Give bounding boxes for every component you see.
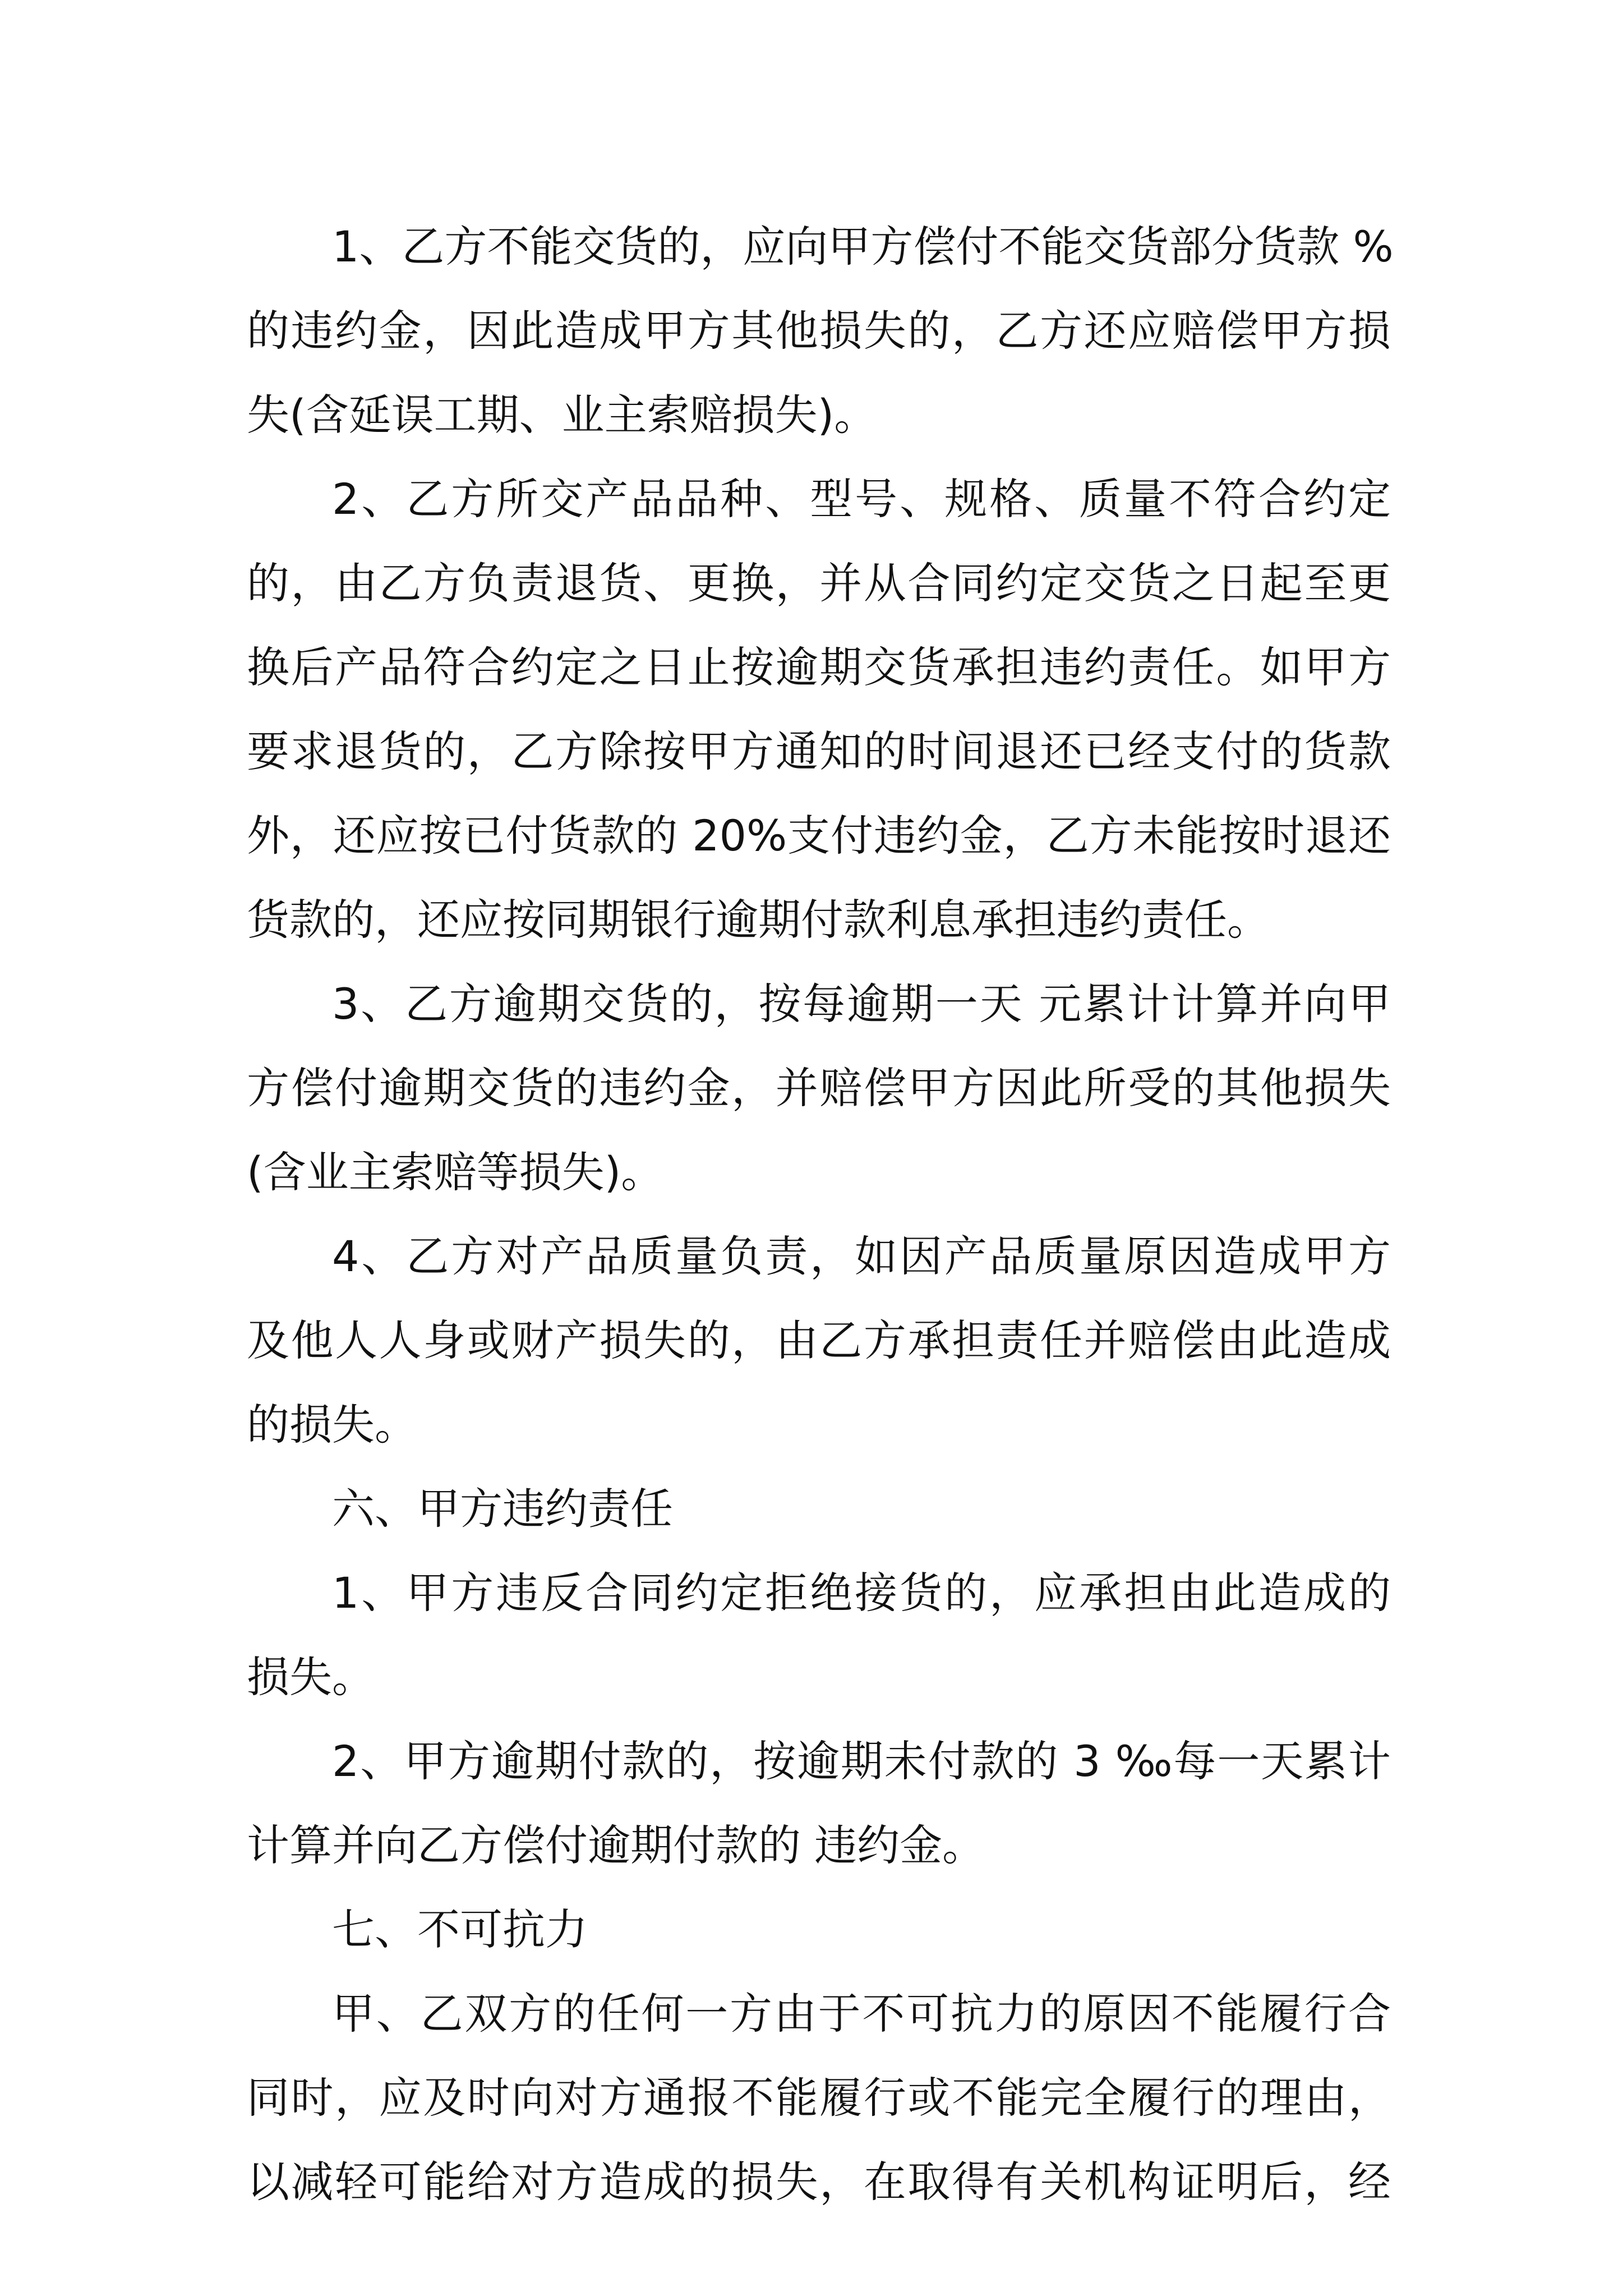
paragraph-2-line-6: 货款的，还应按同期银行逾期付款利息承担违约责任。: [247, 895, 1270, 945]
paragraph-4-line-1: 4、乙方对产品质量负责，如因产品质量原因造成甲方: [332, 1231, 1391, 1281]
paragraph-7-line-3: 以减轻可能给对方造成的损失，在取得有关机构证明后，经: [247, 2157, 1391, 2207]
paragraph-3-line-2: 方偿付逾期交货的违约金，并赔偿甲方因此所受的其他损失: [247, 1063, 1391, 1113]
paragraph-4-line-3: 的损失。: [247, 1400, 417, 1450]
paragraph-1-line-1: 1、乙方不能交货的，应向甲方偿付不能交货部分货款 %: [332, 222, 1394, 272]
section-heading-6: 六、甲方违约责任: [332, 1484, 673, 1534]
paragraph-2-line-2: 的，由乙方负责退货、更换，并从合同约定交货之日起至更: [247, 558, 1391, 608]
paragraph-7-line-2: 同时，应及时向对方通报不能履行或不能完全履行的理由，: [247, 2073, 1391, 2123]
paragraph-5-line-1: 1、甲方违反合同约定拒绝接货的，应承担由此造成的: [332, 1568, 1391, 1618]
paragraph-5-line-2: 损失。: [247, 1652, 375, 1702]
paragraph-2-line-1: 2、乙方所交产品品种、型号、规格、质量不符合约定: [332, 474, 1391, 524]
paragraph-6-line-2: 计算并向乙方偿付逾期付款的 违约金。: [247, 1820, 985, 1870]
paragraph-2-line-5: 外，还应按已付货款的 20%支付违约金，乙方未能按时退还: [247, 811, 1391, 861]
paragraph-1-line-3: 失(含延误工期、业主索赔损失)。: [247, 390, 877, 440]
paragraph-6-line-1: 2、甲方逾期付款的，按逾期未付款的 3 ‰每一天累计: [332, 1736, 1391, 1786]
paragraph-2-line-3: 换后产品符合约定之日止按逾期交货承担违约责任。如甲方: [247, 642, 1391, 692]
paragraph-1-line-2: 的违约金，因此造成甲方其他损失的，乙方还应赔偿甲方损: [247, 306, 1391, 356]
paragraph-4-line-2: 及他人人身或财产损失的，由乙方承担责任并赔偿由此造成: [247, 1315, 1391, 1365]
paragraph-7-line-1: 甲、乙双方的任何一方由于不可抗力的原因不能履行合: [332, 1989, 1391, 2039]
section-heading-7: 七、不可抗力: [332, 1904, 588, 1954]
paragraph-3-line-3: (含业主索赔等损失)。: [247, 1147, 664, 1197]
paragraph-2-line-4: 要求退货的，乙方除按甲方通知的时间退还已经支付的货款: [247, 726, 1391, 776]
paragraph-3-line-1: 3、乙方逾期交货的，按每逾期一天 元累计计算并向甲: [332, 979, 1391, 1029]
